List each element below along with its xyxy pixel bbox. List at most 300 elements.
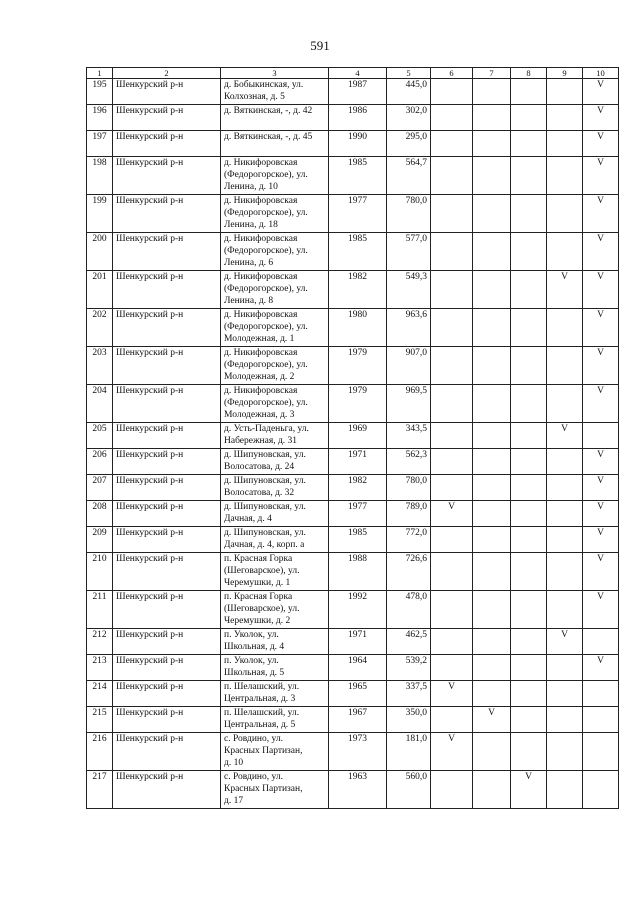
district-cell: Шенкурский р-н: [113, 449, 221, 475]
header-row: [87, 68, 619, 79]
mark-cell-7: [473, 195, 511, 233]
mark-cell-8: [511, 271, 547, 309]
address-line: Красных Партизан,: [224, 784, 303, 794]
mark-cell-7: [473, 733, 511, 771]
row-number-cell: 202: [87, 309, 113, 347]
table-row: [87, 271, 619, 309]
address-cell: [221, 681, 329, 707]
mark-cell-6: [431, 591, 473, 629]
address-line: Набережная, д. 31: [224, 436, 298, 446]
mark-cell-8: [511, 233, 547, 271]
mark-cell-6: [431, 195, 473, 233]
district-cell: Шенкурский р-н: [113, 771, 221, 809]
table-row: [87, 233, 619, 271]
mark-cell-6: V: [431, 501, 473, 527]
mark-cell-6: [431, 527, 473, 553]
row-number-cell: 212: [87, 629, 113, 655]
address-cell: [221, 475, 329, 501]
address-line: (Шеговарское), ул.: [224, 566, 300, 576]
mark-cell-10: V: [583, 553, 619, 591]
area-cell: 350,0: [387, 707, 431, 733]
mark-cell-10: V: [583, 449, 619, 475]
table-row: [87, 449, 619, 475]
area-cell: 462,5: [387, 629, 431, 655]
district-cell: Шенкурский р-н: [113, 195, 221, 233]
mark-cell-8: [511, 385, 547, 423]
row-number-cell: 217: [87, 771, 113, 809]
mark-cell-6: [431, 347, 473, 385]
address-cell: [221, 449, 329, 475]
mark-cell-10: V: [583, 501, 619, 527]
address-line: д. Никифоровская: [224, 386, 298, 396]
table-row: [87, 591, 619, 629]
district-cell: Шенкурский р-н: [113, 423, 221, 449]
table-row: [87, 385, 619, 423]
address-line: д. Вяткинская, -, д. 42: [224, 106, 313, 116]
address-line: (Федорогорское), ул.: [224, 284, 308, 294]
mark-cell-10: [583, 771, 619, 809]
mark-cell-9: [547, 131, 583, 157]
mark-cell-7: [473, 131, 511, 157]
mark-cell-6: [431, 655, 473, 681]
address-line: Молодежная, д. 3: [224, 410, 295, 420]
mark-cell-9: [547, 681, 583, 707]
address-line: с. Ровдино, ул.: [224, 772, 283, 782]
mark-cell-10: V: [583, 475, 619, 501]
year-cell: 1965: [329, 681, 387, 707]
year-cell: 1977: [329, 195, 387, 233]
table-row: [87, 195, 619, 233]
row-number-cell: 200: [87, 233, 113, 271]
address-line: Волосатова, д. 24: [224, 462, 295, 472]
year-cell: 1992: [329, 591, 387, 629]
mark-cell-8: [511, 449, 547, 475]
area-cell: 295,0: [387, 131, 431, 157]
address-cell: [221, 195, 329, 233]
area-cell: 539,2: [387, 655, 431, 681]
district-cell: Шенкурский р-н: [113, 105, 221, 131]
address-line: Колхозная, д. 5: [224, 92, 285, 102]
address-line: (Федорогорское), ул.: [224, 360, 308, 370]
district-cell: Шенкурский р-н: [113, 271, 221, 309]
mark-cell-6: [431, 423, 473, 449]
year-cell: 1988: [329, 553, 387, 591]
mark-cell-9: [547, 347, 583, 385]
area-cell: 343,5: [387, 423, 431, 449]
year-cell: 1982: [329, 475, 387, 501]
year-cell: 1964: [329, 655, 387, 681]
mark-cell-7: [473, 233, 511, 271]
address-line: Школьная, д. 5: [224, 668, 285, 678]
mark-cell-10: V: [583, 79, 619, 105]
year-cell: 1963: [329, 771, 387, 809]
area-cell: 789,0: [387, 501, 431, 527]
address-line: д. Шипуновская, ул.: [224, 476, 306, 486]
mark-cell-6: V: [431, 681, 473, 707]
district-cell: Шенкурский р-н: [113, 131, 221, 157]
address-line: д. Никифоровская: [224, 158, 298, 168]
address-line: (Федорогорское), ул.: [224, 246, 308, 256]
mark-cell-10: V: [583, 655, 619, 681]
mark-cell-8: [511, 681, 547, 707]
address-line: д. Усть-Паденьга, ул.: [224, 424, 309, 434]
address-cell: [221, 233, 329, 271]
mark-cell-7: [473, 157, 511, 195]
mark-cell-7: [473, 79, 511, 105]
address-cell: [221, 385, 329, 423]
table-row: [87, 79, 619, 105]
year-cell: 1985: [329, 233, 387, 271]
column-header-6: 6: [431, 68, 473, 79]
mark-cell-10: [583, 629, 619, 655]
mark-cell-8: [511, 195, 547, 233]
district-cell: Шенкурский р-н: [113, 681, 221, 707]
mark-cell-10: V: [583, 233, 619, 271]
mark-cell-7: [473, 423, 511, 449]
address-line: Ленина, д. 6: [224, 258, 274, 268]
table-row: [87, 553, 619, 591]
register-table: [86, 67, 619, 809]
mark-cell-9: [547, 309, 583, 347]
address-line: д. Никифоровская: [224, 348, 298, 358]
table-row: [87, 475, 619, 501]
mark-cell-9: V: [547, 423, 583, 449]
mark-cell-6: [431, 449, 473, 475]
mark-cell-8: [511, 347, 547, 385]
mark-cell-9: [547, 233, 583, 271]
row-number-cell: 213: [87, 655, 113, 681]
mark-cell-10: V: [583, 309, 619, 347]
area-cell: 549,3: [387, 271, 431, 309]
mark-cell-7: [473, 449, 511, 475]
mark-cell-8: [511, 105, 547, 131]
address-line: п. Шелашский, ул.: [224, 682, 300, 692]
address-line: д. 17: [224, 796, 244, 806]
mark-cell-8: [511, 629, 547, 655]
address-cell: [221, 771, 329, 809]
mark-cell-9: [547, 385, 583, 423]
mark-cell-7: [473, 527, 511, 553]
column-header-5: 5: [387, 68, 431, 79]
area-cell: 181,0: [387, 733, 431, 771]
district-cell: Шенкурский р-н: [113, 501, 221, 527]
address-line: п. Уколок, ул.: [224, 630, 279, 640]
address-line: п. Красная Горка: [224, 554, 293, 564]
address-line: д. Бобыкинская, ул.: [224, 80, 304, 90]
mark-cell-8: [511, 733, 547, 771]
area-cell: 337,5: [387, 681, 431, 707]
address-line: (Федорогорское), ул.: [224, 322, 308, 332]
address-line: п. Красная Горка: [224, 592, 293, 602]
mark-cell-9: [547, 501, 583, 527]
mark-cell-9: V: [547, 271, 583, 309]
address-cell: [221, 309, 329, 347]
address-line: (Шеговарское), ул.: [224, 604, 300, 614]
row-number-cell: 199: [87, 195, 113, 233]
mark-cell-9: [547, 771, 583, 809]
district-cell: Шенкурский р-н: [113, 233, 221, 271]
mark-cell-6: [431, 105, 473, 131]
mark-cell-8: [511, 475, 547, 501]
mark-cell-7: [473, 655, 511, 681]
address-line: Школьная, д. 4: [224, 642, 285, 652]
mark-cell-7: [473, 591, 511, 629]
mark-cell-10: V: [583, 385, 619, 423]
address-line: Центральная, д. 5: [224, 720, 296, 730]
mark-cell-7: [473, 681, 511, 707]
year-cell: 1967: [329, 707, 387, 733]
mark-cell-10: V: [583, 591, 619, 629]
mark-cell-7: V: [473, 707, 511, 733]
mark-cell-8: [511, 157, 547, 195]
mark-cell-9: [547, 79, 583, 105]
row-number-cell: 207: [87, 475, 113, 501]
row-number-cell: 196: [87, 105, 113, 131]
mark-cell-6: [431, 233, 473, 271]
address-cell: [221, 347, 329, 385]
mark-cell-9: [547, 449, 583, 475]
table-row: [87, 629, 619, 655]
address-line: Черемушки, д. 1: [224, 578, 291, 588]
mark-cell-6: [431, 707, 473, 733]
mark-cell-10: [583, 707, 619, 733]
mark-cell-9: [547, 195, 583, 233]
address-line: п. Уколок, ул.: [224, 656, 279, 666]
district-cell: Шенкурский р-н: [113, 527, 221, 553]
row-number-cell: 204: [87, 385, 113, 423]
address-line: Дачная, д. 4, корп. а: [224, 540, 305, 550]
address-line: д. Никифоровская: [224, 234, 298, 244]
address-line: Ленина, д. 10: [224, 182, 278, 192]
column-header-8: 8: [511, 68, 547, 79]
address-line: д. Никифоровская: [224, 310, 298, 320]
mark-cell-8: [511, 309, 547, 347]
mark-cell-8: [511, 423, 547, 449]
table-row: [87, 309, 619, 347]
year-cell: 1971: [329, 629, 387, 655]
area-cell: 478,0: [387, 591, 431, 629]
address-line: д. Шипуновская, ул.: [224, 528, 306, 538]
table-row: [87, 157, 619, 195]
row-number-cell: 209: [87, 527, 113, 553]
area-cell: 780,0: [387, 475, 431, 501]
mark-cell-6: [431, 385, 473, 423]
mark-cell-6: [431, 271, 473, 309]
year-cell: 1990: [329, 131, 387, 157]
row-number-cell: 198: [87, 157, 113, 195]
mark-cell-10: [583, 423, 619, 449]
mark-cell-10: [583, 733, 619, 771]
column-header-10: 10: [583, 68, 619, 79]
mark-cell-8: [511, 591, 547, 629]
mark-cell-7: [473, 553, 511, 591]
address-cell: [221, 707, 329, 733]
page-number: 591: [310, 38, 330, 53]
address-line: Молодежная, д. 1: [224, 334, 295, 344]
column-header-9: 9: [547, 68, 583, 79]
mark-cell-8: [511, 79, 547, 105]
address-line: с. Ровдино, ул.: [224, 734, 283, 744]
mark-cell-9: [547, 157, 583, 195]
address-line: д. Никифоровская: [224, 272, 298, 282]
district-cell: Шенкурский р-н: [113, 733, 221, 771]
row-number-cell: 211: [87, 591, 113, 629]
mark-cell-9: [547, 527, 583, 553]
address-cell: [221, 527, 329, 553]
mark-cell-10: V: [583, 105, 619, 131]
mark-cell-7: [473, 271, 511, 309]
row-number-cell: 201: [87, 271, 113, 309]
district-cell: Шенкурский р-н: [113, 309, 221, 347]
mark-cell-6: [431, 309, 473, 347]
column-header-4: 4: [329, 68, 387, 79]
mark-cell-8: [511, 131, 547, 157]
row-number-cell: 203: [87, 347, 113, 385]
address-line: Ленина, д. 8: [224, 296, 274, 306]
mark-cell-10: [583, 681, 619, 707]
table-body: [87, 79, 619, 809]
mark-cell-6: [431, 79, 473, 105]
mark-cell-6: [431, 131, 473, 157]
district-cell: Шенкурский р-н: [113, 347, 221, 385]
row-number-cell: 195: [87, 79, 113, 105]
year-cell: 1979: [329, 347, 387, 385]
mark-cell-9: [547, 105, 583, 131]
address-cell: [221, 591, 329, 629]
year-cell: 1985: [329, 157, 387, 195]
area-cell: 577,0: [387, 233, 431, 271]
mark-cell-9: [547, 553, 583, 591]
address-line: п. Шелашский, ул.: [224, 708, 300, 718]
address-cell: [221, 553, 329, 591]
district-cell: Шенкурский р-н: [113, 655, 221, 681]
mark-cell-8: [511, 527, 547, 553]
address-line: Волосатова, д. 32: [224, 488, 295, 498]
year-cell: 1985: [329, 527, 387, 553]
mark-cell-6: [431, 157, 473, 195]
address-cell: [221, 501, 329, 527]
district-cell: Шенкурский р-н: [113, 553, 221, 591]
mark-cell-9: [547, 475, 583, 501]
table-row: [87, 681, 619, 707]
address-cell: [221, 131, 329, 157]
area-cell: 726,6: [387, 553, 431, 591]
address-line: Черемушки, д. 2: [224, 616, 291, 626]
mark-cell-6: [431, 771, 473, 809]
row-number-cell: 197: [87, 131, 113, 157]
row-number-cell: 208: [87, 501, 113, 527]
district-cell: Шенкурский р-н: [113, 591, 221, 629]
area-cell: 772,0: [387, 527, 431, 553]
address-cell: [221, 733, 329, 771]
column-header-3: 3: [221, 68, 329, 79]
year-cell: 1977: [329, 501, 387, 527]
address-line: Центральная, д. 3: [224, 694, 296, 704]
row-number-cell: 216: [87, 733, 113, 771]
district-cell: Шенкурский р-н: [113, 629, 221, 655]
row-number-cell: 205: [87, 423, 113, 449]
mark-cell-10: V: [583, 131, 619, 157]
district-cell: Шенкурский р-н: [113, 385, 221, 423]
address-line: д. 10: [224, 758, 244, 768]
address-line: (Федорогорское), ул.: [224, 208, 308, 218]
year-cell: 1969: [329, 423, 387, 449]
table-row: [87, 347, 619, 385]
mark-cell-8: [511, 655, 547, 681]
row-number-cell: 206: [87, 449, 113, 475]
mark-cell-7: [473, 771, 511, 809]
address-line: Ленина, д. 18: [224, 220, 278, 230]
address-line: д. Шипуновская, ул.: [224, 450, 306, 460]
year-cell: 1980: [329, 309, 387, 347]
address-line: Молодежная, д. 2: [224, 372, 295, 382]
column-header-1: 1: [87, 68, 113, 79]
mark-cell-7: [473, 629, 511, 655]
mark-cell-9: V: [547, 629, 583, 655]
address-line: (Федорогорское), ул.: [224, 398, 308, 408]
area-cell: 445,0: [387, 79, 431, 105]
address-cell: [221, 271, 329, 309]
row-number-cell: 215: [87, 707, 113, 733]
address-cell: [221, 423, 329, 449]
year-cell: 1979: [329, 385, 387, 423]
table-row: [87, 771, 619, 809]
mark-cell-8: V: [511, 771, 547, 809]
mark-cell-7: [473, 309, 511, 347]
mark-cell-7: [473, 347, 511, 385]
mark-cell-6: [431, 629, 473, 655]
area-cell: 564,7: [387, 157, 431, 195]
area-cell: 907,0: [387, 347, 431, 385]
table-row: [87, 707, 619, 733]
mark-cell-10: V: [583, 195, 619, 233]
table-row: [87, 105, 619, 131]
row-number-cell: 214: [87, 681, 113, 707]
year-cell: 1987: [329, 79, 387, 105]
table-row: [87, 501, 619, 527]
address-cell: [221, 629, 329, 655]
table-row: [87, 733, 619, 771]
mark-cell-9: [547, 591, 583, 629]
address-line: (Федорогорское), ул.: [224, 170, 308, 180]
mark-cell-10: V: [583, 527, 619, 553]
address-line: д. Вяткинская, -, д. 45: [224, 132, 313, 142]
year-cell: 1986: [329, 105, 387, 131]
mark-cell-10: V: [583, 157, 619, 195]
address-line: д. Шипуновская, ул.: [224, 502, 306, 512]
area-cell: 963,6: [387, 309, 431, 347]
district-cell: Шенкурский р-н: [113, 79, 221, 105]
mark-cell-8: [511, 553, 547, 591]
mark-cell-7: [473, 501, 511, 527]
area-cell: 560,0: [387, 771, 431, 809]
mark-cell-10: V: [583, 271, 619, 309]
area-cell: 780,0: [387, 195, 431, 233]
mark-cell-7: [473, 475, 511, 501]
year-cell: 1971: [329, 449, 387, 475]
area-cell: 302,0: [387, 105, 431, 131]
district-cell: Шенкурский р-н: [113, 707, 221, 733]
mark-cell-8: [511, 707, 547, 733]
mark-cell-7: [473, 385, 511, 423]
column-header-7: 7: [473, 68, 511, 79]
address-cell: [221, 79, 329, 105]
address-cell: [221, 157, 329, 195]
mark-cell-9: [547, 733, 583, 771]
address-line: Дачная, д. 4: [224, 514, 272, 524]
mark-cell-6: V: [431, 733, 473, 771]
district-cell: Шенкурский р-н: [113, 157, 221, 195]
